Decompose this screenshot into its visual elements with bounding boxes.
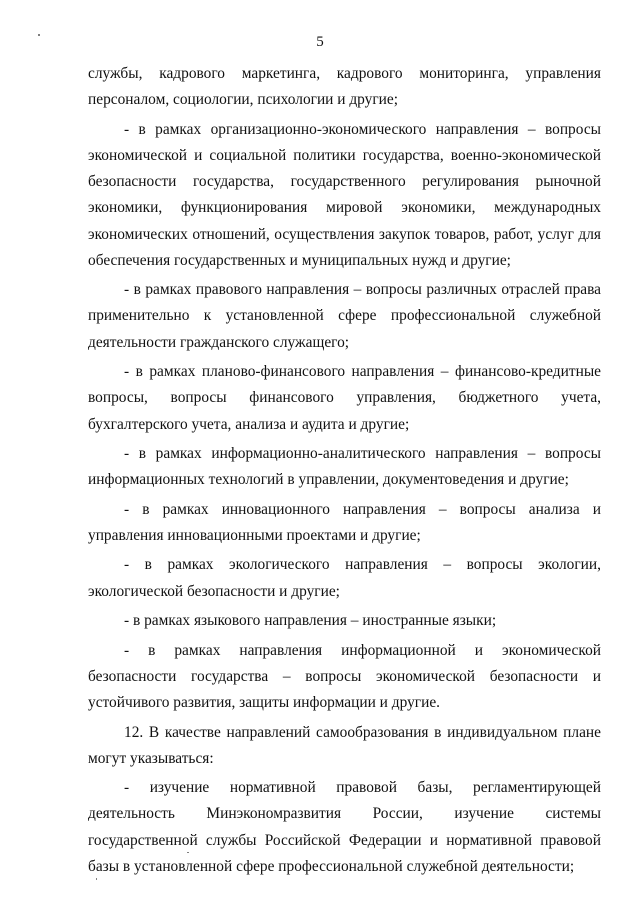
document-body [88,61,601,880]
scan-speck [38,34,40,36]
paragraph-4: - в рамках планово-финансового направления – финансово-кредитные вопросы, вопросы финансового управления, бюджетного учета, бухгалтерского учета, анализа и аудита и другие; [88,363,601,433]
paragraph-1: службы, кадрового маркетинга, кадрового мониторинга, управления персоналом, социологии, психологии и другие; [88,65,601,109]
paragraph-10: 12. В качестве направлений самообразования в индивидуальном плане могут указываться: [88,723,601,767]
paragraph-11: - изучение нормативной правовой базы, регламентирующей деятельность Минэкономразвития России, изучение системы государственной службы Российской Федерации и нормативной правовой базы в установленной сфере профессиональной служебной деятельности; [88,779,601,875]
page-number: 5 [316,34,324,50]
paragraph-8: - в рамках языкового направления – иностранные языки; [124,612,497,630]
paragraph-9: - в рамках направления информационной и экономической безопасности государства – вопросы экономической безопасности и устойчивого развития, защиты информации и другие. [88,641,601,712]
scan-speck [96,878,97,880]
paragraph-5: - в рамках информационно-аналитического направления – вопросы информационных технологий в управлении, документоведения и другие; [88,445,601,489]
scan-speck [187,852,189,853]
paragraph-3: - в рамках правового направления – вопросы различных отраслей права применительно к установленной сфере профессиональной служебной деятельности гражданского служащего; [88,281,601,351]
paragraph-6: - в рамках инновационного направления – вопросы анализа и управления инновационными проектами и другие; [88,500,601,544]
paragraph-2: - в рамках организационно-экономического направления – вопросы экономической и социальной политики государства, военно-экономической безопасности государства, государственного регулирования рыночной экономики, функционирования мировой экономики, международных экономических отношений, осуществления закупок товаров, работ, услуг для обеспечения государственных и муниципальных нужд и другие; [88,120,601,269]
paragraph-7: - в рамках экологического направления – вопросы экологии, экологической безопасности и другие; [88,556,601,600]
